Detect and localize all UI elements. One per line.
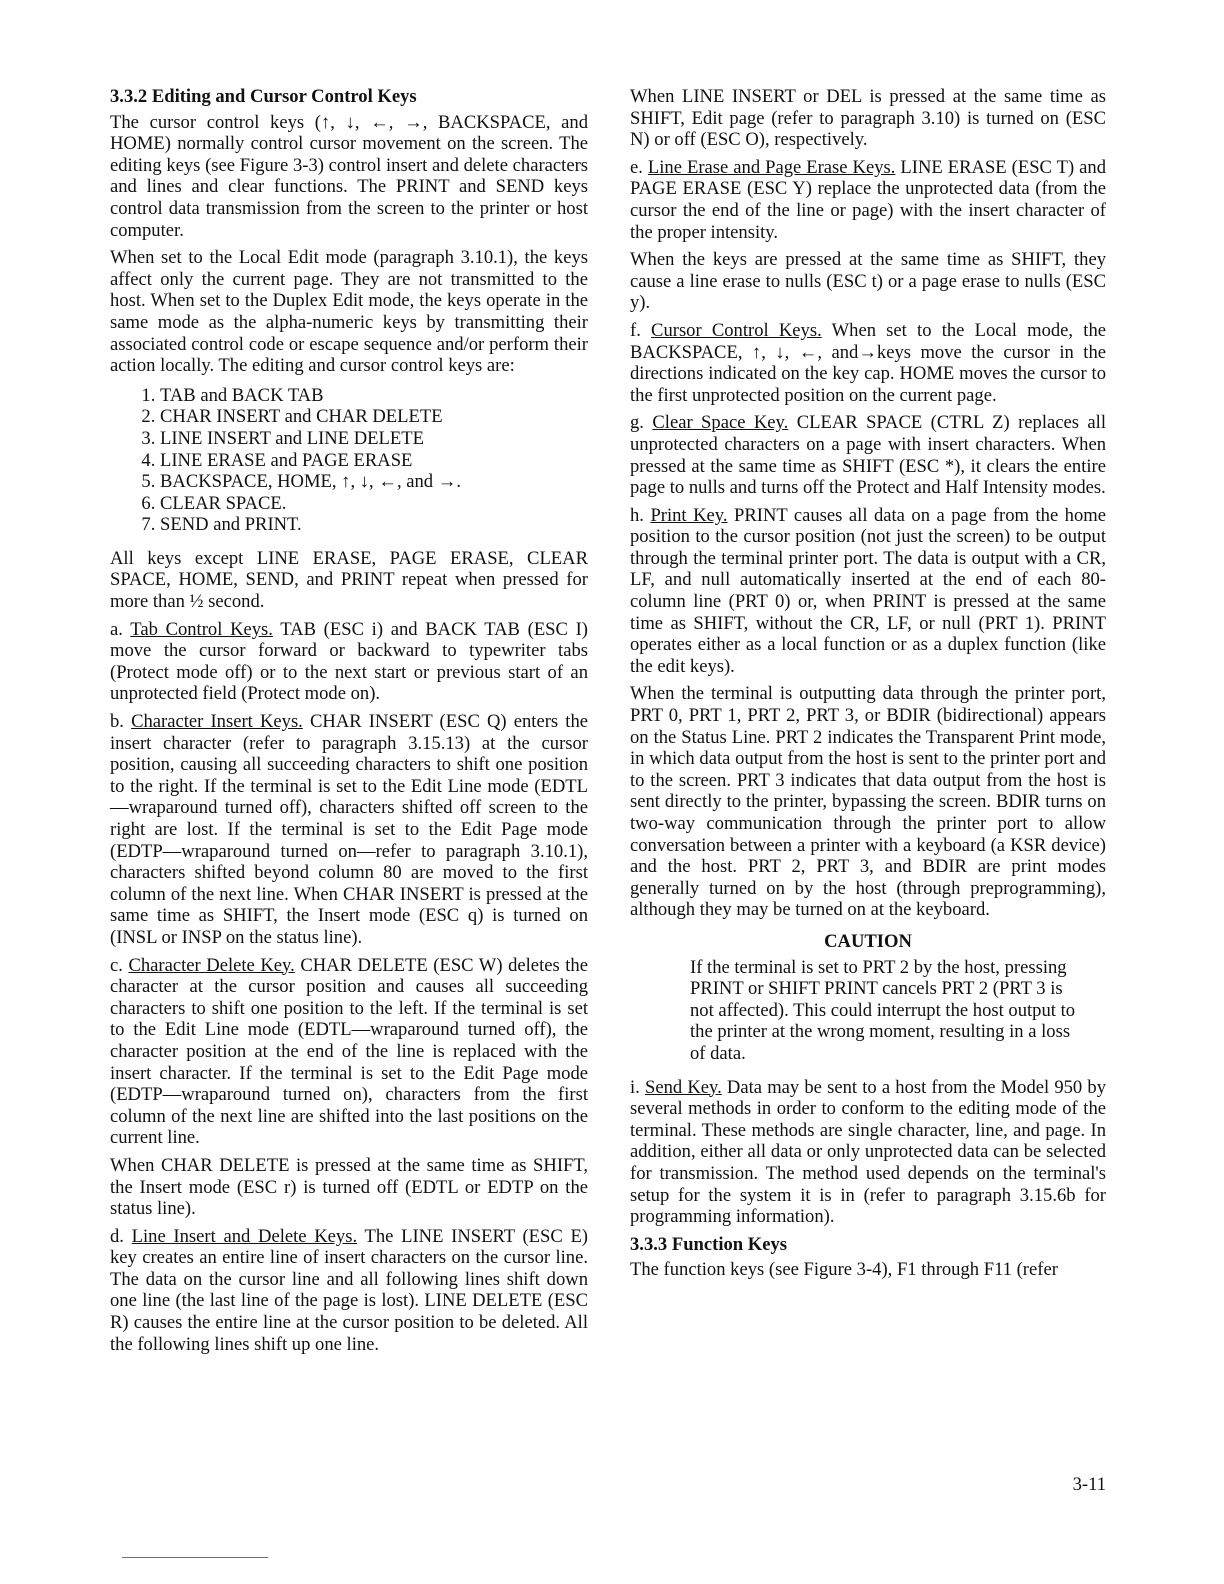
subsection-text: TAB (ESC i) and BACK TAB (ESC I) move the cursor forward or backward to typewriter tabs (Protect mode off) or to the next start or previous start of an unprotected field (Protect mode on). [110, 618, 588, 705]
subsection-text: CHAR INSERT (ESC Q) enters the insert character (refer to paragraph 3.15.13) at the cursor position, causing all succeeding characters to shift one position to the right. If the terminal is set to the Edit Line mode (EDTL—wraparound turned off), characters shifted off screen to the right are lost. If the terminal is set to the Edit Page mode (EDTP—wraparound turned on—refer to paragraph 3.10.1), characters shifted beyond column 80 are moved to the first column of the next line. When CHAR INSERT is pressed at the same time as SHIFT, the Insert mode (ESC q) is turned on (INSL or INSP on the status line). [110, 711, 589, 948]
paragraph: When set to the Local Edit mode (paragraph 3.10.1), the keys affect only the current page. They are not transmitted to the host. When set to the Duplex Edit mode, the keys operate in the same mode as the alpha-numeric keys by transmitting their associated control code or escape sequence and/or perform their action locally. The editing and cursor control keys are: [110, 247, 588, 377]
item-label: a. [110, 618, 131, 640]
subsection-title: Send Key. [644, 1076, 722, 1098]
subsection-title: Line Insert and Delete Keys. [131, 1225, 358, 1247]
subsection-title: Cursor Control Keys. [651, 319, 822, 341]
list-item: 3. LINE INSERT and LINE DELETE [160, 428, 588, 450]
subsection-a [110, 619, 588, 705]
subsection-h [630, 505, 1106, 678]
left-column [110, 86, 588, 1361]
list-item: 4. LINE ERASE and PAGE ERASE [160, 450, 588, 472]
page-number: 3-11 [1072, 1474, 1106, 1495]
divider [122, 1557, 268, 1558]
subsection-title: Line Erase and Page Erase Keys. [647, 156, 896, 178]
paragraph: The function keys (see Figure 3-4), F1 through F11 (refer [630, 1259, 1058, 1281]
subsection-e [630, 157, 1106, 243]
subsection-title: Character Delete Key. [128, 954, 295, 976]
subsection-text: PRINT causes all data on a page from the home position to the cursor position (not just the screen) to be output through the terminal printer port. The data is output with a CR, LF, and null automatically inserted at the end of each 80-column line (PRT 0) or, when PRINT is pressed at the same time as SHIFT, without the CR, LF, or null (PRT 1). PRINT operates either as a local function or as a duplex function (like the edit keys). [630, 504, 1106, 677]
paragraph: When CHAR DELETE is pressed at the same time as SHIFT, the Insert mode (ESC r) is turned off (EDTL or EDTP on the status line). [110, 1154, 588, 1220]
paragraph: The cursor control keys (↑, ↓, ←, →, BACKSPACE, and HOME) normally control cursor movement on the screen. The editing keys (see Figure 3-3) control insert and delete characters and lines and clear functions. The PRINT and SEND keys control data transmission from the screen to the printer or host computer. [110, 111, 588, 241]
list-item: 2. CHAR INSERT and CHAR DELETE [160, 406, 588, 428]
subsection-title: Character Insert Keys. [131, 711, 303, 733]
subsection-text: CHAR DELETE (ESC W) deletes the character at the cursor position and causes all succeeding characters to shift one position to the left. If the terminal is set to the Edit Line mode (EDTL—wraparound turned off), the character position at the end of the line is replaced with the insert character. If the terminal is set to the Edit Page mode (EDTP—wraparound turned on), characters from the first column of the next line are shifted into the last positions on the current line. [110, 954, 588, 1149]
paragraph: When the terminal is outputting data through the printer port, PRT 0, PRT 1, PRT 2, PRT 3, or BDIR (bidirectional) appears on the Status Line. PRT 2 indicates the Transparent Print mode, in which data output from the host is sent to the printer port and to the screen. PRT 3 indicates that data output from the host is sent directly to the printer, bypassing the screen. BDIR turns on two-way communication through the printer port to allow conversation between a printer with a keyboard (a KSR device) and the host. PRT 2, PRT 3, and BDIR are print modes generally turned on by the host (through preprogramming), although they may be turned on at the keyboard. [630, 683, 1106, 921]
subsection-title: Tab Control Keys. [130, 618, 273, 640]
item-label: e. [630, 156, 648, 178]
subsection-text: CLEAR SPACE (CTRL Z) replaces all unprotected characters on a page with insert characters. When pressed at the same time as SHIFT (ESC *), it clears the entire page to nulls and turns off the Protect and Half Intensity modes. [630, 412, 1106, 499]
subsection-text: LINE ERASE (ESC T) and PAGE ERASE (ESC Y) replace the unprotected data (from the cursor the end of the line or page) with the insert character of the proper intensity. [630, 156, 1106, 243]
subsection-title: Print Key. [650, 504, 728, 526]
right-column [630, 86, 1106, 1287]
list-item: 7. SEND and PRINT. [160, 514, 588, 536]
subsection-text: When set to the Local mode, the BACKSPACE, ↑, ↓, ←, and→keys move the cursor in the directions indicated on the key cap. HOME moves the cursor to the first unprotected position on the current page. [630, 319, 1106, 406]
paragraph: When the keys are pressed at the same time as SHIFT, they cause a line erase to nulls (ESC t) or a page erase to nulls (ESC y). [630, 249, 1106, 314]
subsection-f [630, 320, 1106, 406]
item-label: i. [630, 1076, 645, 1098]
caution-text: If the terminal is set to PRT 2 by the host, pressing PRINT or SHIFT PRINT cancels PRT 2 (PRT 3 is not affected). This could interrupt the host output to the printer at the wrong moment, resulting in a loss of data. [690, 956, 1076, 1064]
paragraph: When LINE INSERT or DEL is pressed at the same time as SHIFT, Edit page (refer to paragraph 3.10) is turned on (ESC N) or off (ESC O), respectively. [630, 86, 1106, 151]
item-label: g. [630, 412, 653, 434]
subsection-d [110, 1226, 588, 1356]
list-item: 1. TAB and BACK TAB [160, 385, 588, 407]
item-label: h. [630, 504, 651, 526]
item-label: f. [630, 319, 652, 341]
section-heading: 3.3.2 Editing and Cursor Control Keys [110, 86, 417, 107]
list-item: 5. BACKSPACE, HOME, ↑, ↓, ←, and →. [160, 471, 588, 493]
key-list [110, 385, 588, 536]
subsection-text: Data may be sent to a host from the Model 950 by several methods in order to conform to the editing mode of the terminal. These methods are single character, line, and page. In addition, either all data or only unprotected data can be selected for transmission. The method used depends on the terminal's setup for the system it is in (refer to paragraph 3.15.6b for programming information). [630, 1076, 1106, 1228]
subsection-text: The LINE INSERT (ESC E) key creates an entire line of insert characters on the cursor line. The data on the cursor line and all following lines shift down one line (the last line of the page is lost). LINE DELETE (ESC R) causes the entire line at the cursor position to be deleted. All the following lines shift up one line. [110, 1225, 588, 1355]
subsection-i [630, 1077, 1106, 1228]
list-item: 6. CLEAR SPACE. [160, 493, 588, 515]
paragraph: All keys except LINE ERASE, PAGE ERASE, CLEAR SPACE, HOME, SEND, and PRINT repeat when pressed for more than ½ second. [110, 547, 588, 613]
subsection-c [110, 955, 588, 1149]
subsection-title: Clear Space Key. [652, 412, 789, 434]
item-label: d. [110, 1225, 132, 1247]
section-heading: 3.3.3 Function Keys [630, 1233, 788, 1255]
item-label: b. [110, 711, 132, 733]
caution-title: CAUTION [824, 930, 912, 952]
subsection-b [110, 711, 588, 949]
item-label: c. [110, 954, 129, 976]
subsection-g [630, 412, 1106, 498]
